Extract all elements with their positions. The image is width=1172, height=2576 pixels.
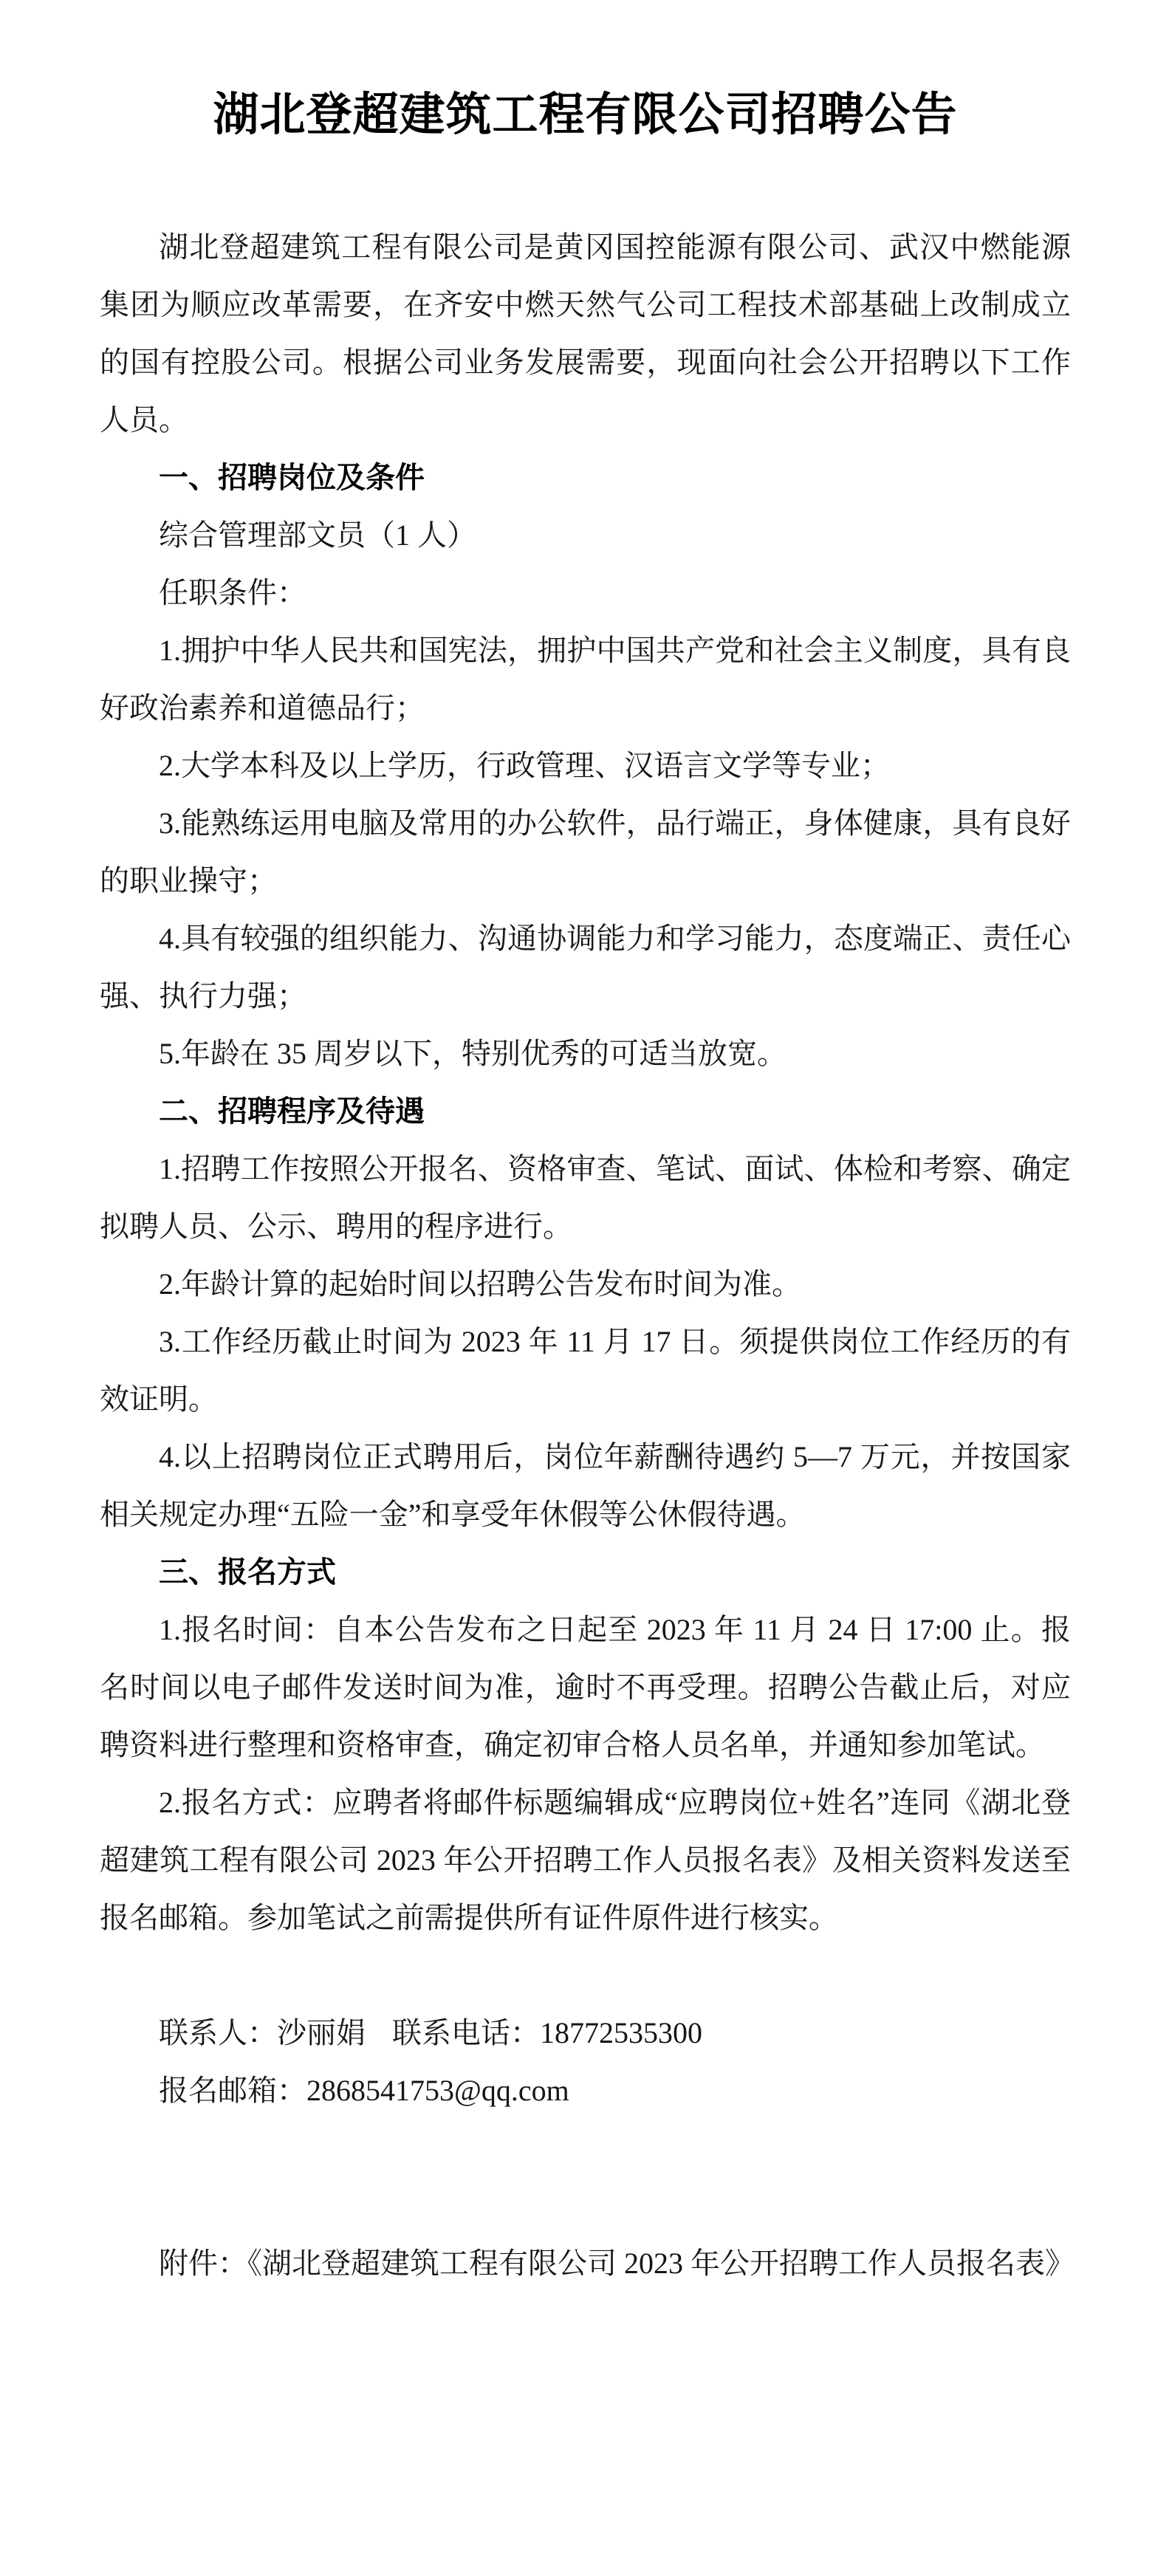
procedure-item-1: 1.招聘工作按照公开报名、资格审查、笔试、面试、体检和考察、确定拟聘人员、公示、聘用的程序进行。	[100, 1151, 1071, 1243]
email-value: 2868541753@qq.com	[306, 2073, 569, 2107]
contact-phone-number: 18772535300	[540, 2015, 702, 2049]
section-heading-application: 三、报名方式	[159, 1555, 336, 1589]
procedure-item-3: 3.工作经历截止时间为 2023 年 11 月 17 日。须提供岗位工作经历的有效证明。	[100, 1324, 1071, 1416]
document-title: 湖北登超建筑工程有限公司招聘公告	[213, 90, 958, 140]
contact-phone-label: 联系电话：	[392, 2015, 540, 2049]
section-heading-positions: 一、招聘岗位及条件	[159, 461, 425, 494]
email-label: 报名邮箱：	[159, 2073, 306, 2107]
contact-person-name: 沙丽娟	[277, 2015, 366, 2049]
requirement-item-1: 1.拥护中华人民共和国宪法，拥护中国共产党和社会主义制度，具有良好政治素养和道德品行；	[100, 633, 1071, 724]
requirement-item-3: 3.能熟练运用电脑及常用的办公软件，品行端正，身体健康，具有良好的职业操守；	[100, 806, 1071, 897]
requirements-label: 任职条件：	[159, 575, 306, 609]
requirement-item-4: 4.具有较强的组织能力、沟通协调能力和学习能力，态度端正、责任心强、执行力强；	[100, 921, 1071, 1013]
application-item-1: 1.报名时间：自本公告发布之日起至 2023 年 11 月 24 日 17:00 止。报名时间以电子邮件发送时间为准，逾时不再受理。招聘公告截止后，对应聘资料进行整理和资格审查，确定初审合格人员名单，并通知参加笔试。	[100, 1612, 1071, 1761]
position-line: 综合管理部文员（1 人）	[159, 518, 476, 552]
procedure-item-4: 4.以上招聘岗位正式聘用后，岗位年薪酬待遇约 5—7 万元，并按国家相关规定办理“五险一金”和享受年休假等公休假待遇。	[100, 1439, 1071, 1531]
requirement-item-5: 5.年龄在 35 周岁以下，特别优秀的可适当放宽。	[159, 1036, 787, 1070]
section-heading-procedure: 二、招聘程序及待遇	[159, 1095, 425, 1128]
email-line	[100, 2062, 1071, 2120]
contact-person-label: 联系人：	[159, 2015, 277, 2049]
application-item-2: 2.报名方式：应聘者将邮件标题编辑成“应聘岗位+姓名”连同《湖北登超建筑工程有限公司 2023 年公开招聘工作人员报名表》及相关资料发送至报名邮箱。参加笔试之前需提供所有证件原件进行核实。	[100, 1785, 1071, 1934]
contact-line	[100, 2004, 1071, 2062]
procedure-item-2: 2.年龄计算的起始时间以招聘公告发布时间为准。	[159, 1267, 801, 1301]
attachment-note: 附件：《湖北登超建筑工程有限公司 2023 年公开招聘工作人员报名表》	[159, 2246, 1075, 2280]
intro-paragraph: 湖北登超建筑工程有限公司是黄冈国控能源有限公司、武汉中燃能源集团为顺应改革需要，在齐安中燃天然气公司工程技术部基础上改制成立的国有控股公司。根据公司业务发展需要，现面向社会公开招聘以下工作人员。	[100, 230, 1071, 436]
requirement-item-2: 2.大学本科及以上学历，行政管理、汉语言文学等专业；	[159, 748, 890, 782]
